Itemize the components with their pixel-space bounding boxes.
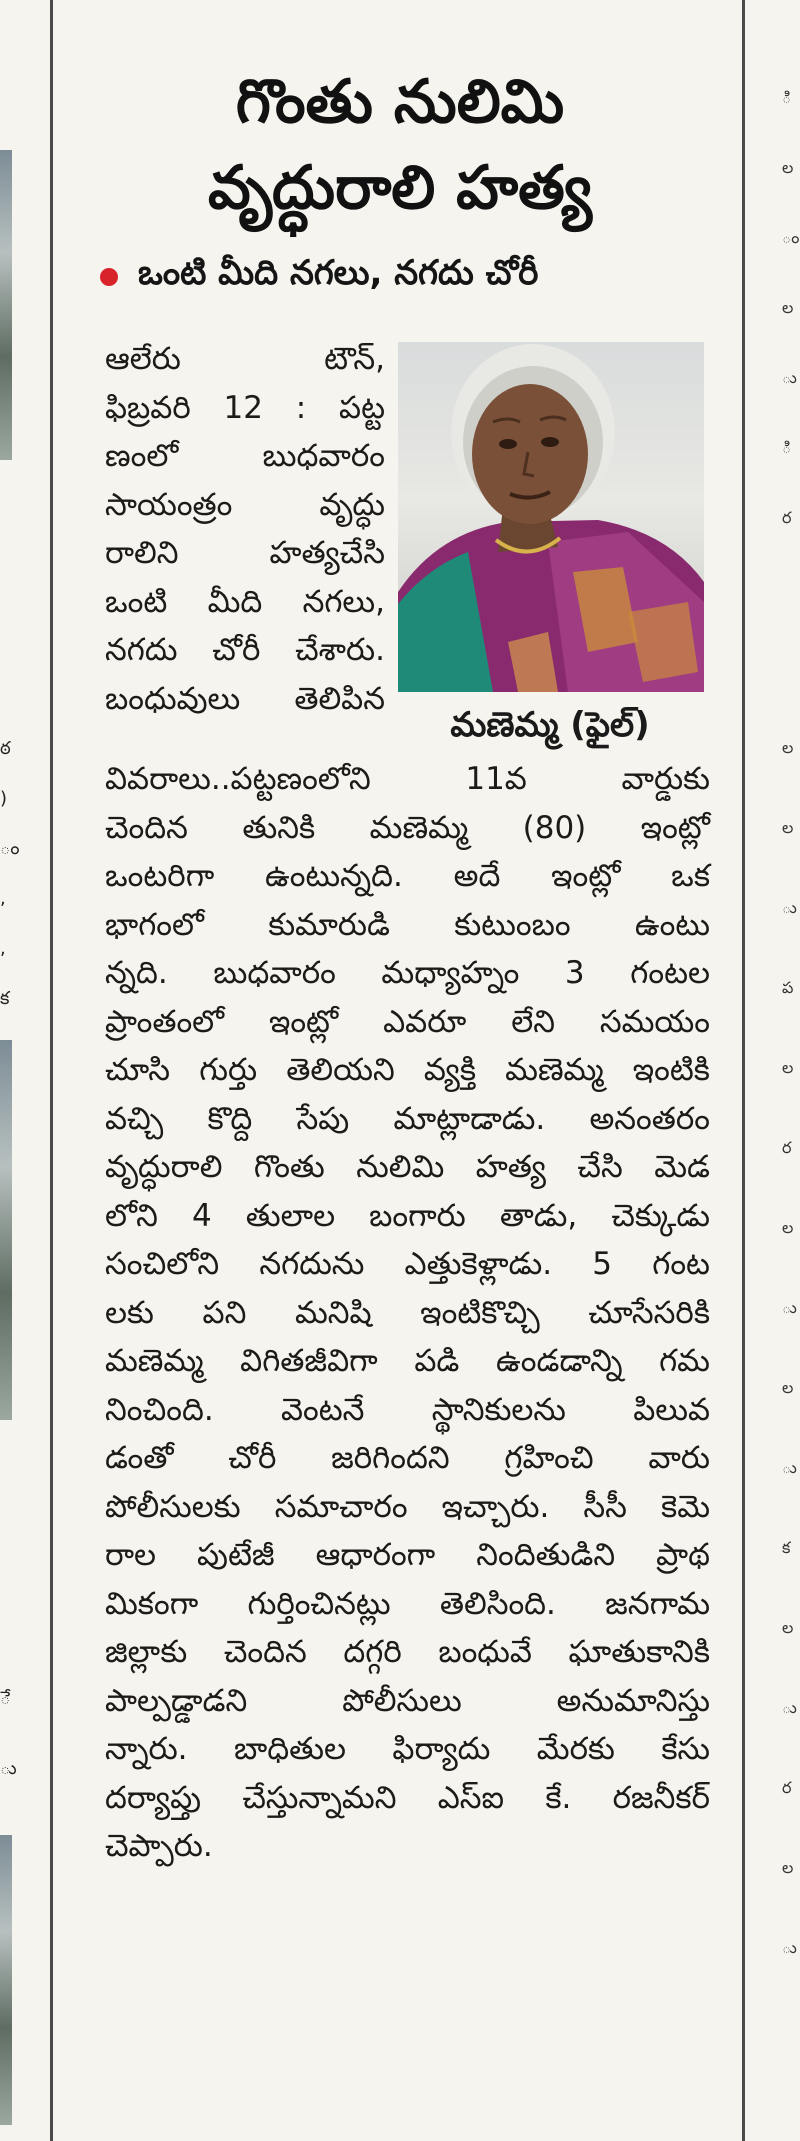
body-line: ప్రాంతంలో ఇంట్లో ఎవరూ లేని సమయం (105, 1003, 710, 1040)
left-column-text-fragment: , (0, 888, 6, 909)
left-column-text-fragment: ఠ (0, 738, 11, 759)
victim-photo (398, 342, 704, 692)
column-rule-right (742, 0, 745, 2141)
body-line: బంధువులు తెలిపిన (105, 680, 385, 717)
red-dot-bullet-icon (100, 268, 118, 286)
body-line: భాగంలో కుమారుడి కుటుంబం ఉంటు (105, 906, 710, 943)
body-line: చూసి గుర్తు తెలియని వ్యక్తి మణెమ్మ ఇంటికి (105, 1052, 710, 1088)
column-rule-left (50, 0, 53, 2141)
body-line: లకు పని మనిషి ఇంటికొచ్చి చూసేసరికి (105, 1294, 710, 1331)
left-column-text-fragment: ) (0, 788, 8, 809)
left-column-text-fragment: ే (0, 1688, 11, 1709)
body-line: జిల్లాకు చెందిన దగ్గరి బంధువే ఘాతుకానికి (105, 1634, 710, 1670)
body-line: న్నది. బుధవారం మధ్యాహ్నం 3 గంటల (105, 955, 710, 991)
article-body-wide (105, 755, 710, 1871)
body-line: ణంలో బుధవారం (105, 438, 385, 474)
body-line: డంతో చోరీ జరిగిందని గ్రహించి వారు (105, 1440, 710, 1476)
portrait-illustration (398, 342, 704, 692)
body-line: వివరాలు..పట్టణంలోని 11వ వార్డుకు (105, 761, 710, 797)
left-column-text-fragment: క (0, 988, 10, 1009)
body-line: ఒంటి మీది నగలు, (105, 583, 385, 620)
body-line: నించింది. వెంటనే స్థానికులను పిలువ (105, 1391, 710, 1428)
body-line: దర్యాప్తు చేస్తున్నామని ఎస్ఐ కే. రజనీకర్ (105, 1779, 710, 1816)
article-body-narrow (105, 335, 385, 723)
body-line: రాల పుటేజీ ఆధారంగా నిందితుడిని ప్రాథ (105, 1537, 710, 1573)
body-line: నగదు చోరీ చేశారు. (105, 632, 385, 668)
body-line: సంచిలోని నగదును ఎత్తుకెళ్లాడు. 5 గంట (105, 1246, 710, 1282)
left-column-photo-fragment (0, 1835, 12, 2125)
body-line: చెప్పారు. (105, 1828, 213, 1864)
body-line: పాల్పడ్డాడని పోలీసులు అనుమానిస్తు (105, 1682, 710, 1719)
left-column-photo-fragment (0, 1040, 12, 1420)
body-line: లోని 4 తులాల బంగారు తాడు, చెక్కుడు (105, 1197, 710, 1234)
photo-caption: మణెమ్మ (ఫైల్) (450, 705, 650, 745)
body-line: ఒంటరిగా ఉంటున్నది. అదే ఇంట్లో ఒక (105, 858, 710, 894)
body-line: మణెమ్మ విగితజీవిగా పడి ఉండడాన్ని గమ (105, 1343, 710, 1379)
body-line: వచ్చి కొద్ది సేపు మాట్లాడాడు. అనంతరం (105, 1100, 710, 1137)
body-line: చెందిన తునికి మణెమ్మ (80) ఇంట్లో (105, 809, 710, 846)
body-line: రాలిని హత్యచేసి (105, 535, 385, 571)
subheadline-text: ఒంటి మీది నగలు, నగదు చోరీ (138, 253, 539, 293)
body-line: వృద్ధురాలి గొంతు నులిమి హత్య చేసి మెడ (105, 1149, 710, 1185)
body-line: పోలీసులకు సమాచారం ఇచ్చారు. సీసీ కెమె (105, 1488, 710, 1525)
body-line: సాయంత్రం వృద్ధు (105, 486, 385, 523)
body-line: ఆలేరు టౌన్, (105, 341, 385, 377)
body-line: మికంగా గుర్తించినట్లు తెలిసింది. జనగామ (105, 1585, 710, 1622)
headline-line-1: గొంతు నులిమి (235, 67, 565, 137)
left-column-text-fragment: ం (0, 838, 20, 859)
left-column-text-fragment: ు (0, 1758, 17, 1779)
body-line: ఫిబ్రవరి 12 : పట్ట (105, 389, 385, 426)
headline-line-2: వృద్ధురాలి హత్య (207, 153, 592, 223)
left-column-photo-fragment (0, 150, 12, 460)
left-column-text-fragment: , (0, 938, 6, 959)
right-column-text-fragment: ి ల ం ల ు ి ర ల ల ు ప ల ర ల ు ల ు క ల ు ర ల ు (782, 88, 800, 1957)
subheadline (100, 252, 720, 302)
body-line: న్నారు. బాధితుల ఫిర్యాదు మేరకు కేసు (105, 1731, 710, 1767)
